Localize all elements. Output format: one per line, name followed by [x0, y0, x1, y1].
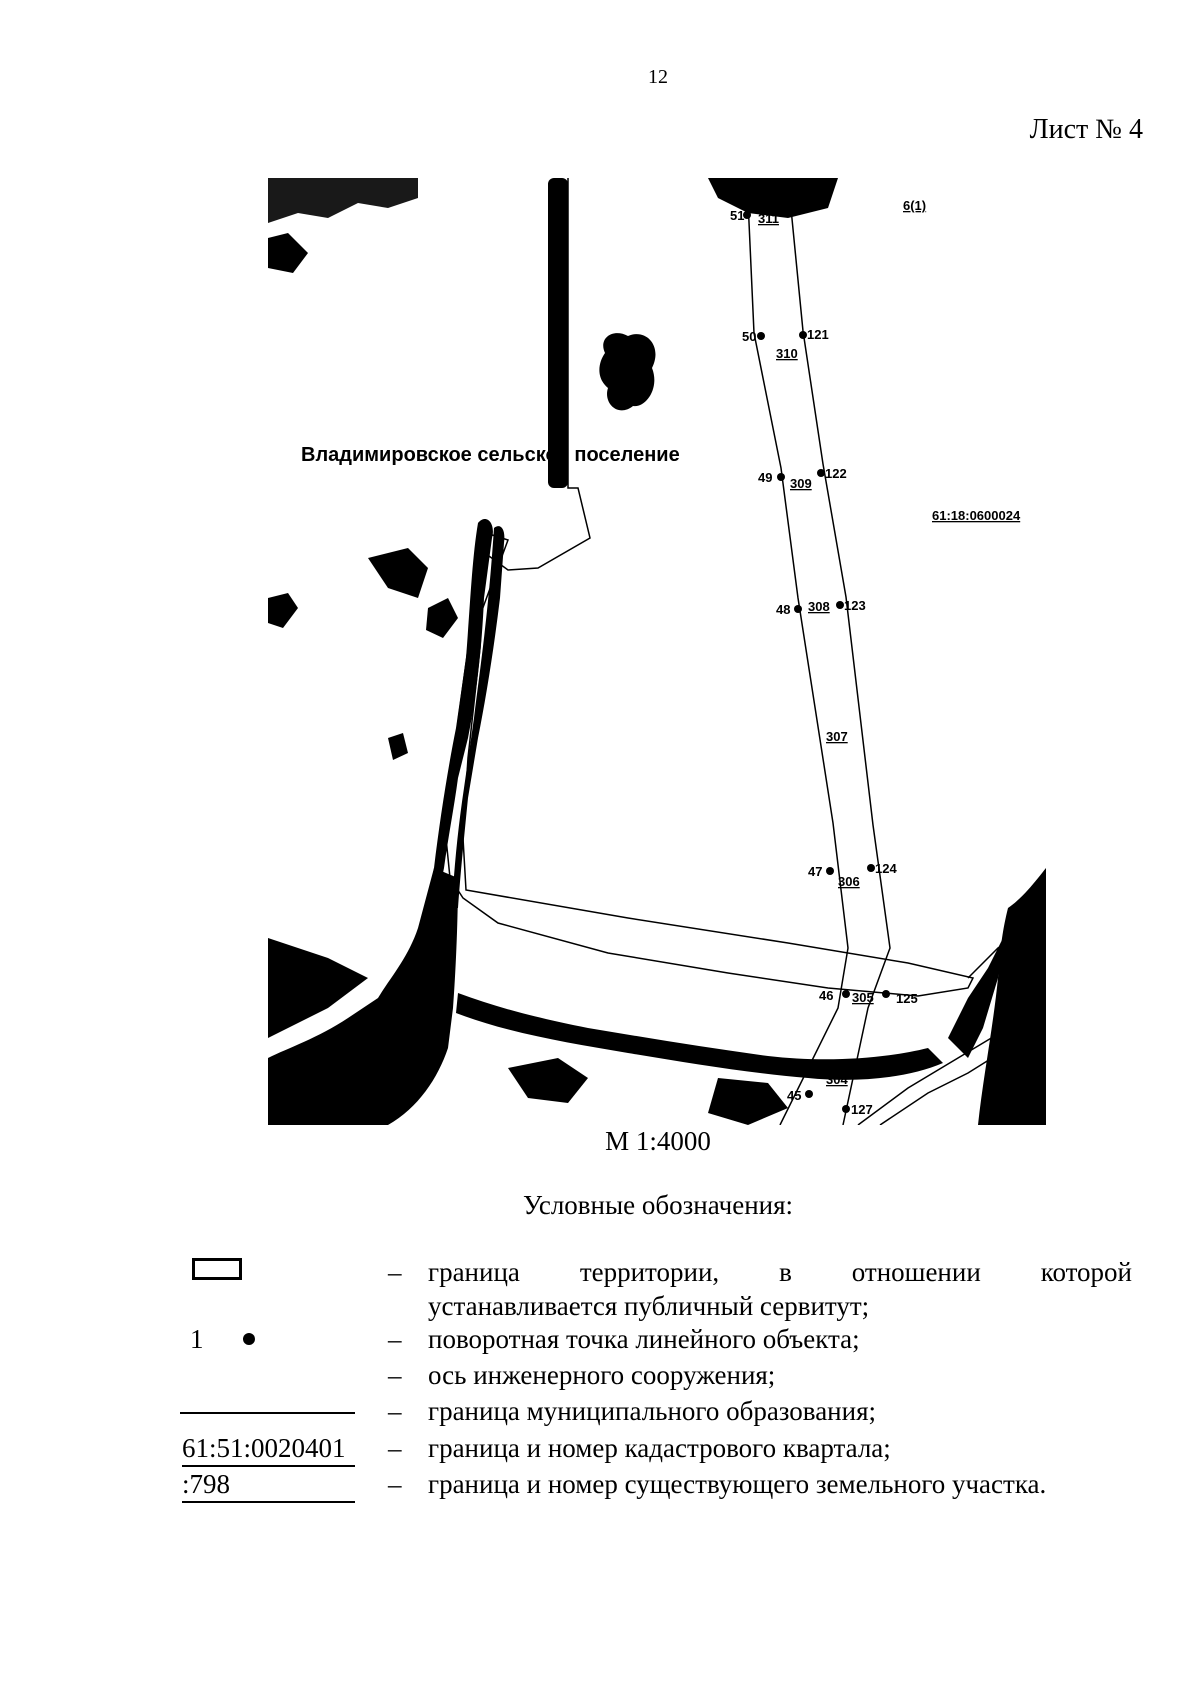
sheet-label: Лист № 4 [1029, 114, 1143, 145]
page-number: 12 [648, 66, 668, 88]
point-label-47: 47 [808, 864, 823, 879]
segment-label-308: 308 [808, 599, 830, 614]
point-label-48: 48 [776, 602, 791, 617]
segment-label-305: 305 [852, 990, 874, 1005]
segment-label-307: 307 [826, 729, 848, 744]
legend-dash: – [388, 1324, 402, 1354]
legend-text-line2: устанавливается публичный сервитут; [428, 1291, 870, 1321]
parcel-number-sample: :798 [182, 1467, 355, 1503]
point-label-125: 125 [896, 991, 918, 1006]
rectangle-symbol [192, 1258, 242, 1280]
turning-point-127 [842, 1105, 850, 1113]
point-label-51: 51 [730, 208, 745, 223]
map-scan [268, 178, 1046, 1125]
tree-cluster [599, 333, 655, 410]
legend-text-line1: граница территории, в отношении которой [428, 1257, 1132, 1287]
settlement-label: Владимировское сельское поселение [301, 444, 680, 466]
legend-text: поворотная точка линейного объекта; [428, 1324, 860, 1354]
turning-point-49 [777, 473, 785, 481]
point-number-sample: 1 [190, 1324, 204, 1354]
turning-point-124 [867, 864, 875, 872]
point-label-49: 49 [758, 470, 773, 485]
cadastral-number-sample: 61:51:0020401 [182, 1431, 355, 1467]
segment-label-304: 304 [826, 1072, 848, 1087]
legend-dash: – [388, 1396, 402, 1426]
legend-row-cadastral-quarter [180, 1431, 1132, 1465]
segment-label-309: 309 [790, 476, 812, 491]
turning-point-48 [794, 605, 802, 613]
turning-point-123 [836, 601, 844, 609]
legend-title: Условные обозначения: [522, 1190, 794, 1220]
legend-row-servitude [180, 1255, 1132, 1323]
point-label-121: 121 [807, 327, 829, 342]
point-label-45: 45 [787, 1088, 802, 1103]
legend-text [428, 1255, 1132, 1323]
turning-point-122 [817, 469, 825, 477]
legend-dash: – [388, 1433, 402, 1463]
legend-dash: – [388, 1360, 402, 1390]
point-label-46: 46 [819, 988, 834, 1003]
point-label-122: 122 [825, 466, 847, 481]
legend-row-municipal [180, 1394, 1132, 1428]
turning-point-50 [757, 332, 765, 340]
legend-row-axis [180, 1358, 1132, 1392]
segment-label-311: 311 [758, 211, 779, 226]
legend-dash: – [388, 1257, 402, 1287]
cadastral-quarter-label: 61:18:0600024 [932, 508, 1021, 523]
point-label-124: 124 [875, 861, 897, 876]
segment-label-310: 310 [776, 346, 798, 361]
point-label-127: 127 [851, 1102, 873, 1117]
turning-point-121 [799, 331, 807, 339]
map-scale: М 1:4000 [605, 1126, 711, 1156]
legend-text: граница муниципального образования; [428, 1396, 877, 1426]
segment-label-306: 306 [838, 874, 860, 889]
legend-text: граница и номер кадастрового квартала; [428, 1433, 891, 1463]
turning-point-125 [882, 990, 890, 998]
solid-line-symbol [180, 1412, 355, 1414]
turning-point-46 [842, 990, 850, 998]
legend-row-parcel [180, 1467, 1132, 1501]
legend-text: граница и номер существующего земельного участка. [428, 1469, 1047, 1499]
turning-point-45 [805, 1090, 813, 1098]
tree-belt-vertical [548, 178, 568, 488]
point-dot-icon [243, 1333, 255, 1345]
point-label-123: 123 [844, 598, 866, 613]
legend-dash: – [388, 1469, 402, 1499]
parcel-label: 6(1) [903, 198, 927, 213]
legend-text: ось инженерного сооружения; [428, 1360, 776, 1390]
legend-row-turning-point [180, 1322, 1132, 1356]
point-label-50: 50 [742, 329, 757, 344]
turning-point-47 [826, 867, 834, 875]
map-svg [268, 178, 1046, 1125]
